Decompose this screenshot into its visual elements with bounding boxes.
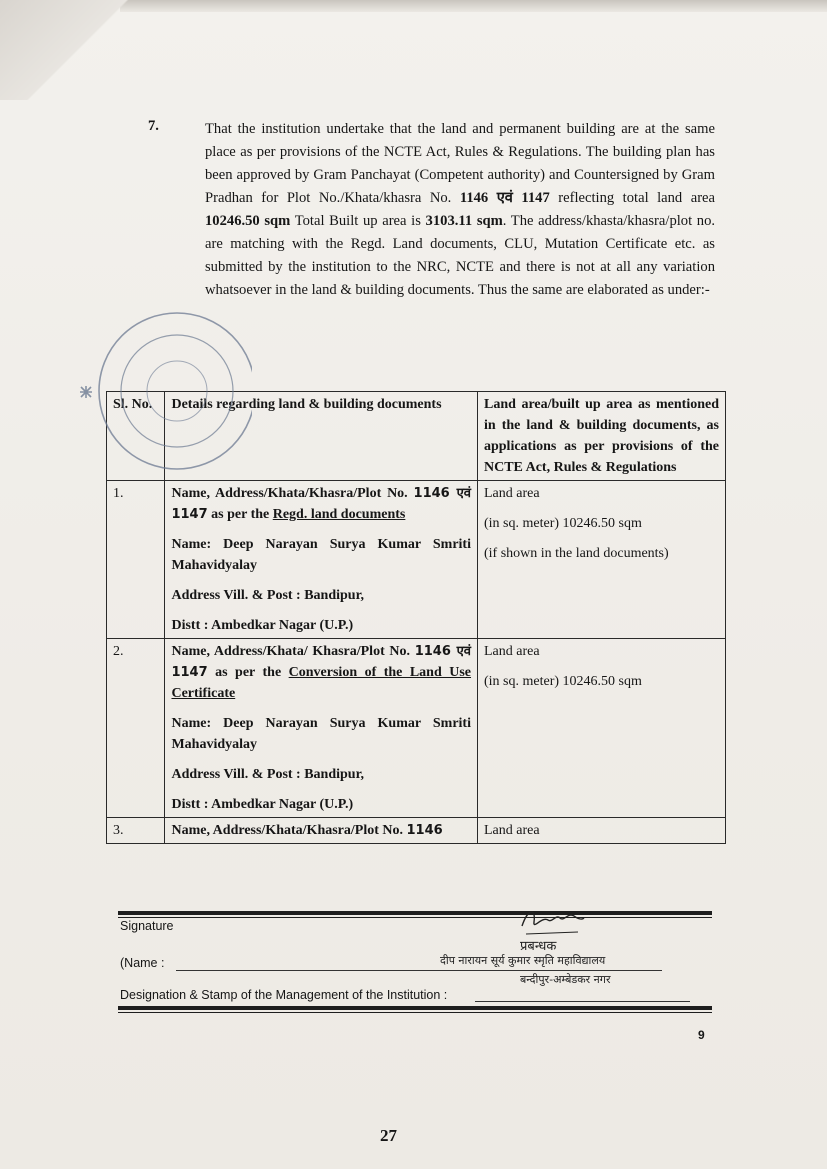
header-sl-no: Sl. No.: [107, 392, 165, 481]
plot-number: 1146 एवं 1147: [459, 190, 550, 206]
row-sl: 1.: [107, 481, 165, 639]
row-title-mid: as per the: [211, 507, 270, 522]
footer-bottom-rule: [118, 1006, 712, 1010]
sub-page-number: 9: [698, 1028, 705, 1042]
header-details: Details regarding land & building documents: [165, 392, 478, 481]
row-details: [165, 818, 478, 844]
page-number: 27: [380, 1126, 397, 1145]
row-title-prefix: Name, Address/Khata/Khasra/Plot No.: [171, 486, 408, 501]
row-address: Address Vill. & Post : Bandipur,: [171, 588, 365, 603]
paragraph-sentence-2: reflecting total land area: [558, 190, 716, 206]
paragraph-number: 7.: [148, 118, 159, 134]
scan-edge: [120, 0, 827, 12]
land-area-value: 10246.50 sqm: [205, 213, 291, 229]
row-area-label: Land area: [483, 644, 540, 659]
footer-top-rule: [118, 911, 712, 915]
row-title-document: Conversion of the Land Use Certificate: [171, 665, 472, 701]
row-title-plot: 1146 एवं 1147: [171, 486, 471, 522]
table-row: [107, 639, 726, 818]
notary-seal-icon: [62, 296, 252, 486]
name-underline: [176, 970, 662, 971]
row-area-label: Land area: [483, 823, 540, 838]
row-title-plot: 1146: [406, 823, 443, 838]
paragraph-sentence-1: That the institution undertake that the land and permanent building are at the same place as per provisions of the NCTE Act, Rules & Regulations. The building plan has been approved by Gram Panchayat (Competent authority) and Countersigned by Gram Pradhan for Plot No./Khata/khasra No.: [205, 121, 715, 206]
stamp-title: प्रबन्धक: [520, 939, 557, 954]
row-area-label: Land area: [483, 486, 540, 501]
row-area-value: (in sq. meter) 10246.50 sqm: [483, 516, 642, 531]
footer-top-rule-thin: [118, 917, 712, 918]
row-details: [165, 481, 478, 639]
built-area-value: 3103.11 sqm: [425, 213, 503, 229]
row-area: [477, 818, 725, 844]
signature-label: Signature: [120, 919, 174, 933]
row-sl: 3.: [107, 818, 165, 844]
handwritten-signature-icon: [518, 904, 588, 938]
row-area: [477, 639, 725, 818]
row-title-prefix: Name, Address/Khata/Khasra/Plot No.: [171, 823, 403, 838]
table-row: [107, 818, 726, 844]
stamp-line-1: दीप नारायन सूर्य कुमार स्मृति महाविद्यालय: [440, 954, 606, 967]
stamp-line-2: बन्दीपुर-अम्बेडकर नगर: [520, 973, 611, 986]
page-corner-fold: [0, 0, 130, 100]
row-distt: Distt : Ambedkar Nagar (U.P.): [171, 618, 354, 633]
row-title-mid: as per the: [215, 665, 282, 680]
row-area: [477, 481, 725, 639]
designation-underline: [475, 1001, 690, 1002]
row-address: Address Vill. & Post : Bandipur,: [171, 767, 365, 782]
row-sl: 2.: [107, 639, 165, 818]
paragraph-sentence-3: Total Built up area is: [294, 213, 421, 229]
row-title: [171, 483, 471, 525]
footer-bottom-rule-thin: [118, 1012, 712, 1013]
paragraph-sentence-4: . The address/khasta/khasra/plot no. are matching with the Regd. Land documents, CLU, Mutation Certificate etc. as submitted by the institution to the NRC, NCTE and there is not at all any variation whatsoever in the land & building documents. Thus the same are elaborated as under:-: [205, 213, 716, 298]
row-name: Name: Deep Narayan Surya Kumar Smriti Mahavidyalay: [171, 716, 471, 752]
table-row: [107, 481, 726, 639]
name-label: (Name :: [120, 956, 165, 970]
row-area-note: (if shown in the land documents): [483, 546, 669, 561]
row-title: [171, 641, 471, 704]
row-name: Name: Deep Narayan Surya Kumar Smriti Mahavidyalay: [171, 537, 471, 573]
row-distt: Distt : Ambedkar Nagar (U.P.): [171, 797, 354, 812]
row-title-prefix: Name, Address/Khata/ Khasra/Plot No.: [171, 644, 411, 659]
row-title-plot: 1146 एवं 1147: [171, 644, 471, 680]
paragraph-text: [205, 118, 715, 302]
header-area: Land area/built up area as mentioned in the land & building documents, as applications as per provisions of the NCTE Act, Rules & Regulations: [477, 392, 725, 481]
row-area-value: (in sq. meter) 10246.50 sqm: [483, 674, 642, 689]
row-details: [165, 639, 478, 818]
row-title-document: Regd. land documents: [272, 507, 406, 522]
designation-label: Designation & Stamp of the Management of the Institution :: [120, 988, 448, 1002]
